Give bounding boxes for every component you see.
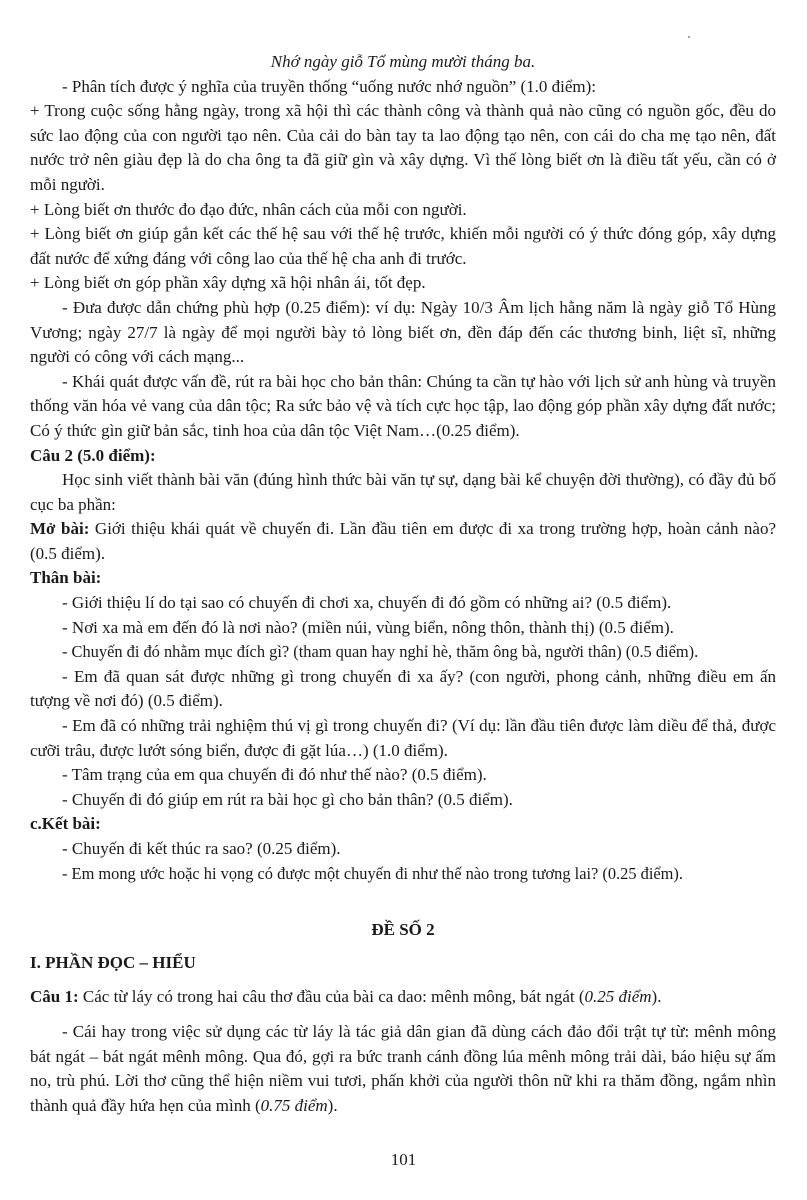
analysis-point-2: + Lòng biết ơn thước đo đạo đức, nhân cách của mỗi con người. xyxy=(30,199,467,219)
conclusion-item: - Em mong ước hoặc hi vọng có được một chuyến đi như thế nào trong tương lai? (0.25 điểm). xyxy=(62,863,683,883)
question-2-heading: Câu 2 (5.0 điểm): xyxy=(30,445,156,465)
body-item: - Tâm trạng của em qua chuyến đi đó như thế nào? (0.5 điểm). xyxy=(62,765,487,785)
question-1-score: 0.25 điểm xyxy=(584,987,652,1007)
answer-close: ). xyxy=(327,1095,338,1115)
body-item: - Em đã có những trải nghiệm thú vị gì trong chuyến đi? (Ví dụ: lần đầu tiên được làm diều để thả, được cưỡi trâu, được lướt sóng biển, được đi gặt lúa…) (1.0 điểm). xyxy=(30,716,776,760)
question-1-close: ). xyxy=(651,987,662,1007)
answer-paragraph xyxy=(30,1020,776,1118)
answer-text: - Cái hay trong việc sử dụng các từ láy là tác giả dân gian đã dùng cách đảo đổi trật tự từ: mênh mông bát ngát – bát ngát mênh mông. Qua đó, gợi ra bức tranh cánh đồng lúa mênh mông trải dài, báo hiệu sự ấm no, trù phú. Lời thơ cũng thể hiện niềm vui tươi, phấn khởi của người thôn nữ khi ra thăm đồng, ngắm nhìn thành quả đầy hứa hẹn của mình ( xyxy=(30,1021,776,1115)
intro-section xyxy=(30,517,776,566)
body-item: - Giới thiệu lí do tại sao có chuyến đi chơi xa, chuyến đi đó gồm có những ai? (0.5 điểm). xyxy=(62,593,672,613)
document-page xyxy=(30,50,776,1118)
analysis-point-3: + Lòng biết ơn giúp gắn kết các thế hệ sau với thế hệ trước, khiến mỗi người có ý thức đóng góp, xây dựng đất nước để xứng đáng với công lao của thế hệ cha anh đi trước. xyxy=(30,224,776,268)
body-heading: Thân bài: xyxy=(30,568,102,588)
body-item: - Em đã quan sát được những gì trong chuyến đi xa ấy? (con người, phong cảnh, những điều em ấn tượng về nơi đó) (0.5 điểm). xyxy=(30,666,776,711)
epigraph-line: Nhớ ngày giỗ Tổ mùng mười tháng ba. xyxy=(270,52,536,71)
answer-score: 0.75 điểm xyxy=(260,1095,328,1115)
question-1-label: Câu 1: xyxy=(30,987,79,1007)
conclusion-heading: c.Kết bài: xyxy=(30,814,101,834)
evidence-paragraph: - Đưa được dẫn chứng phù hợp (0.25 điểm): ví dụ: Ngày 10/3 Âm lịch hằng năm là ngày giỗ Tổ Hùng Vương; ngày 27/7 là ngày để mọi người bày tỏ lòng biết ơn, đền đáp đến các thương binh, liệt sĩ, những người có công với cách mạng... xyxy=(30,297,776,367)
exam-title: ĐỀ SỐ 2 xyxy=(371,920,435,940)
body-item: - Nơi xa mà em đến đó là nơi nào? (miền núi, vùng biển, nông thôn, thành thị) (0.5 điểm). xyxy=(62,617,674,637)
question-1 xyxy=(30,985,776,1010)
question-1-text: Các từ láy có trong hai câu thơ đầu của bài ca dao: mênh mông, bát ngát ( xyxy=(78,987,585,1007)
part-1-heading: I. PHẦN ĐỌC – HIỂU xyxy=(30,952,196,972)
lesson-paragraph: - Khái quát được vấn đề, rút ra bài học cho bản thân: Chúng ta cần tự hào với lịch sử anh hùng và truyền thống văn hóa vẻ vang của dân tộc; Ra sức bảo vệ và tích cực học tập, lao động góp phần xây dựng đất nước; Có ý thức gìn giữ bản sắc, tinh hoa của dân tộc Việt Nam…(0.25 điểm). xyxy=(30,371,776,440)
analysis-point-1: + Trong cuộc sống hằng ngày, trong xã hội thì các thành công và thành quả nào cũng có nguồn gốc, đều do sức lao động của con người tạo nên. Của cải do bàn tay ta lao động tạo nên, con cái do cha mẹ tạo nên, đất nước trở nên giàu đẹp là do cha ông ta đã giữ gìn và xây dựng. Vì thế lòng biết ơn là điều tất yếu, cần có ở mỗi người. xyxy=(30,101,776,194)
scan-speck xyxy=(688,36,690,38)
conclusion-item: - Chuyến đi kết thúc ra sao? (0.25 điểm). xyxy=(62,839,341,858)
body-item: - Chuyến đi đó giúp em rút ra bài học gì cho bản thân? (0.5 điểm). xyxy=(62,789,513,809)
analysis-intro: - Phân tích được ý nghĩa của truyền thống “uống nước nhớ nguồn” (1.0 điểm): xyxy=(62,76,597,96)
intro-label: Mở bài: xyxy=(30,519,90,539)
analysis-point-4: + Lòng biết ơn góp phần xây dựng xã hội nhân ái, tốt đẹp. xyxy=(30,273,426,293)
intro-text: Giới thiệu khái quát về chuyến đi. Lần đầu tiên em được đi xa trong trường hợp, hoàn cảnh nào? (0.5 điểm). xyxy=(30,519,776,563)
body-item: - Chuyến đi đó nhằm mục đích gì? (tham quan hay nghỉ hè, thăm ông bà, người thân) (0.5 điểm). xyxy=(62,642,699,662)
page-number: 101 xyxy=(390,1150,417,1169)
question-2-intro: Học sinh viết thành bài văn (đúng hình thức bài văn tự sự, dạng bài kể chuyện đời thường), có đầy đủ bố cục ba phần: xyxy=(30,470,776,514)
